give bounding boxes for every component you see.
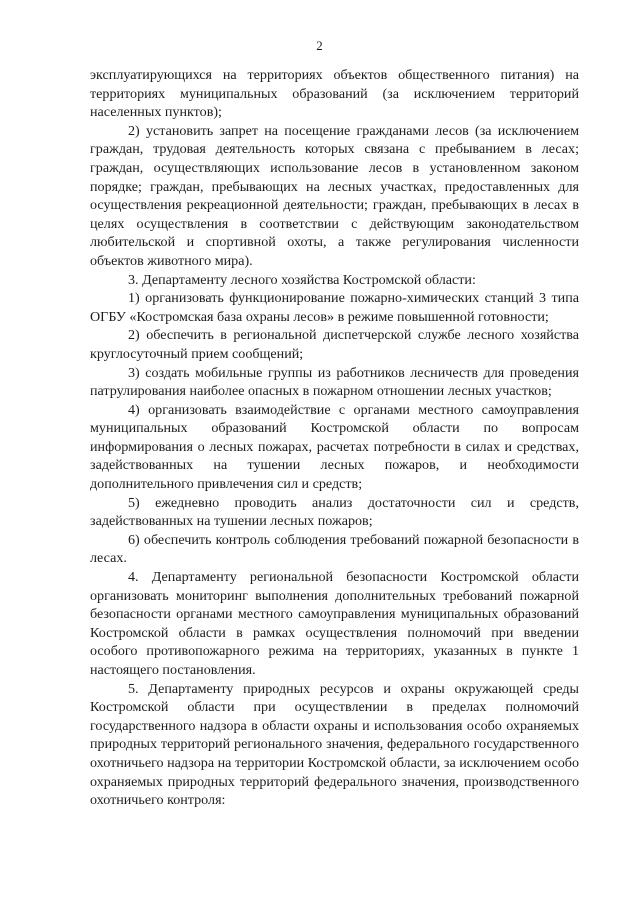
paragraph-item-3-6: 6) обеспечить контроль соблюдения требований пожарной безопасности в лесах. xyxy=(90,531,579,567)
paragraph-item-3-3: 3) создать мобильные группы из работников лесничеств для проведения патрулирования наиболее опасных в пожарном отношении лесных участков; xyxy=(90,364,579,400)
paragraph-item-3-1: 1) организовать функционирование пожарно-химических станций 3 типа ОГБУ «Костромская база охраны лесов» в режиме повышенной готовности; xyxy=(90,290,579,325)
paragraph-item-3-5: 5) ежедневно проводить анализ достаточности сил и средств, задействованных на тушении лесных пожаров; xyxy=(90,494,579,530)
paragraph-continuation: эксплуатирующихся на территориях объектов общественного питания) на территориях муниципальных образований (за исключением территорий населенных пунктов); xyxy=(90,67,579,121)
paragraph-section-3-forestry-department: 3. Департаменту лесного хозяйства Костромской области: xyxy=(128,271,476,288)
page-number: 2 xyxy=(316,38,323,53)
paragraph-item-3-4: 4) организовать взаимодействие с органами местного самоуправления муниципальных образований Костромской области по вопросам информирования о лесных пожарах, расчетах потребности в силах и средствах, задействованных на тушении лесных пожаров, и необходимости дополнительного привлечения сил и средств; xyxy=(90,401,579,493)
paragraph-item-2-prohibit-forest-visits: 2) установить запрет на посещение гражданами лесов (за исключением граждан, трудовая деятельность которых связана с пребыванием в лесах; граждан, осуществляющих использование лесов в установленном законом порядке; граждан, пребывающих на лесных участках, предоставленных для осуществления рекреационной деятельности; граждан, пребывающих в лесах в целях осуществления в соответствии с действующим законодательством любительской и спортивной охоты, а также регулирования численности объектов животного мира). xyxy=(90,122,579,269)
paragraph-section-5-natural-resources-department: 5. Департаменту природных ресурсов и охраны окружающей среды Костромской области при осуществлении в пределах полномочий государственного надзора в области охраны и использования особо охраняемых природных территорий регионального значения, федерального государственного охотничьего надзора на территории Костромской области, за исключением особо охраняемых природных территорий федерального значения, производственного охотничьего контроля: xyxy=(90,680,579,809)
document-body xyxy=(90,66,579,810)
paragraph-section-4-security-department: 4. Департаменту региональной безопасности Костромской области организовать мониторинг выполнения дополнительных требований пожарной безопасности органами местного самоуправления муниципальных образований Костромской области в рамках осуществления полномочий при введении особого противопожарного режима на территориях, указанных в пункте 1 настоящего постановления. xyxy=(90,569,579,678)
paragraph-item-3-2: 2) обеспечить в региональной диспетчерской службе лесного хозяйства круглосуточный прием сообщений; xyxy=(90,327,579,362)
